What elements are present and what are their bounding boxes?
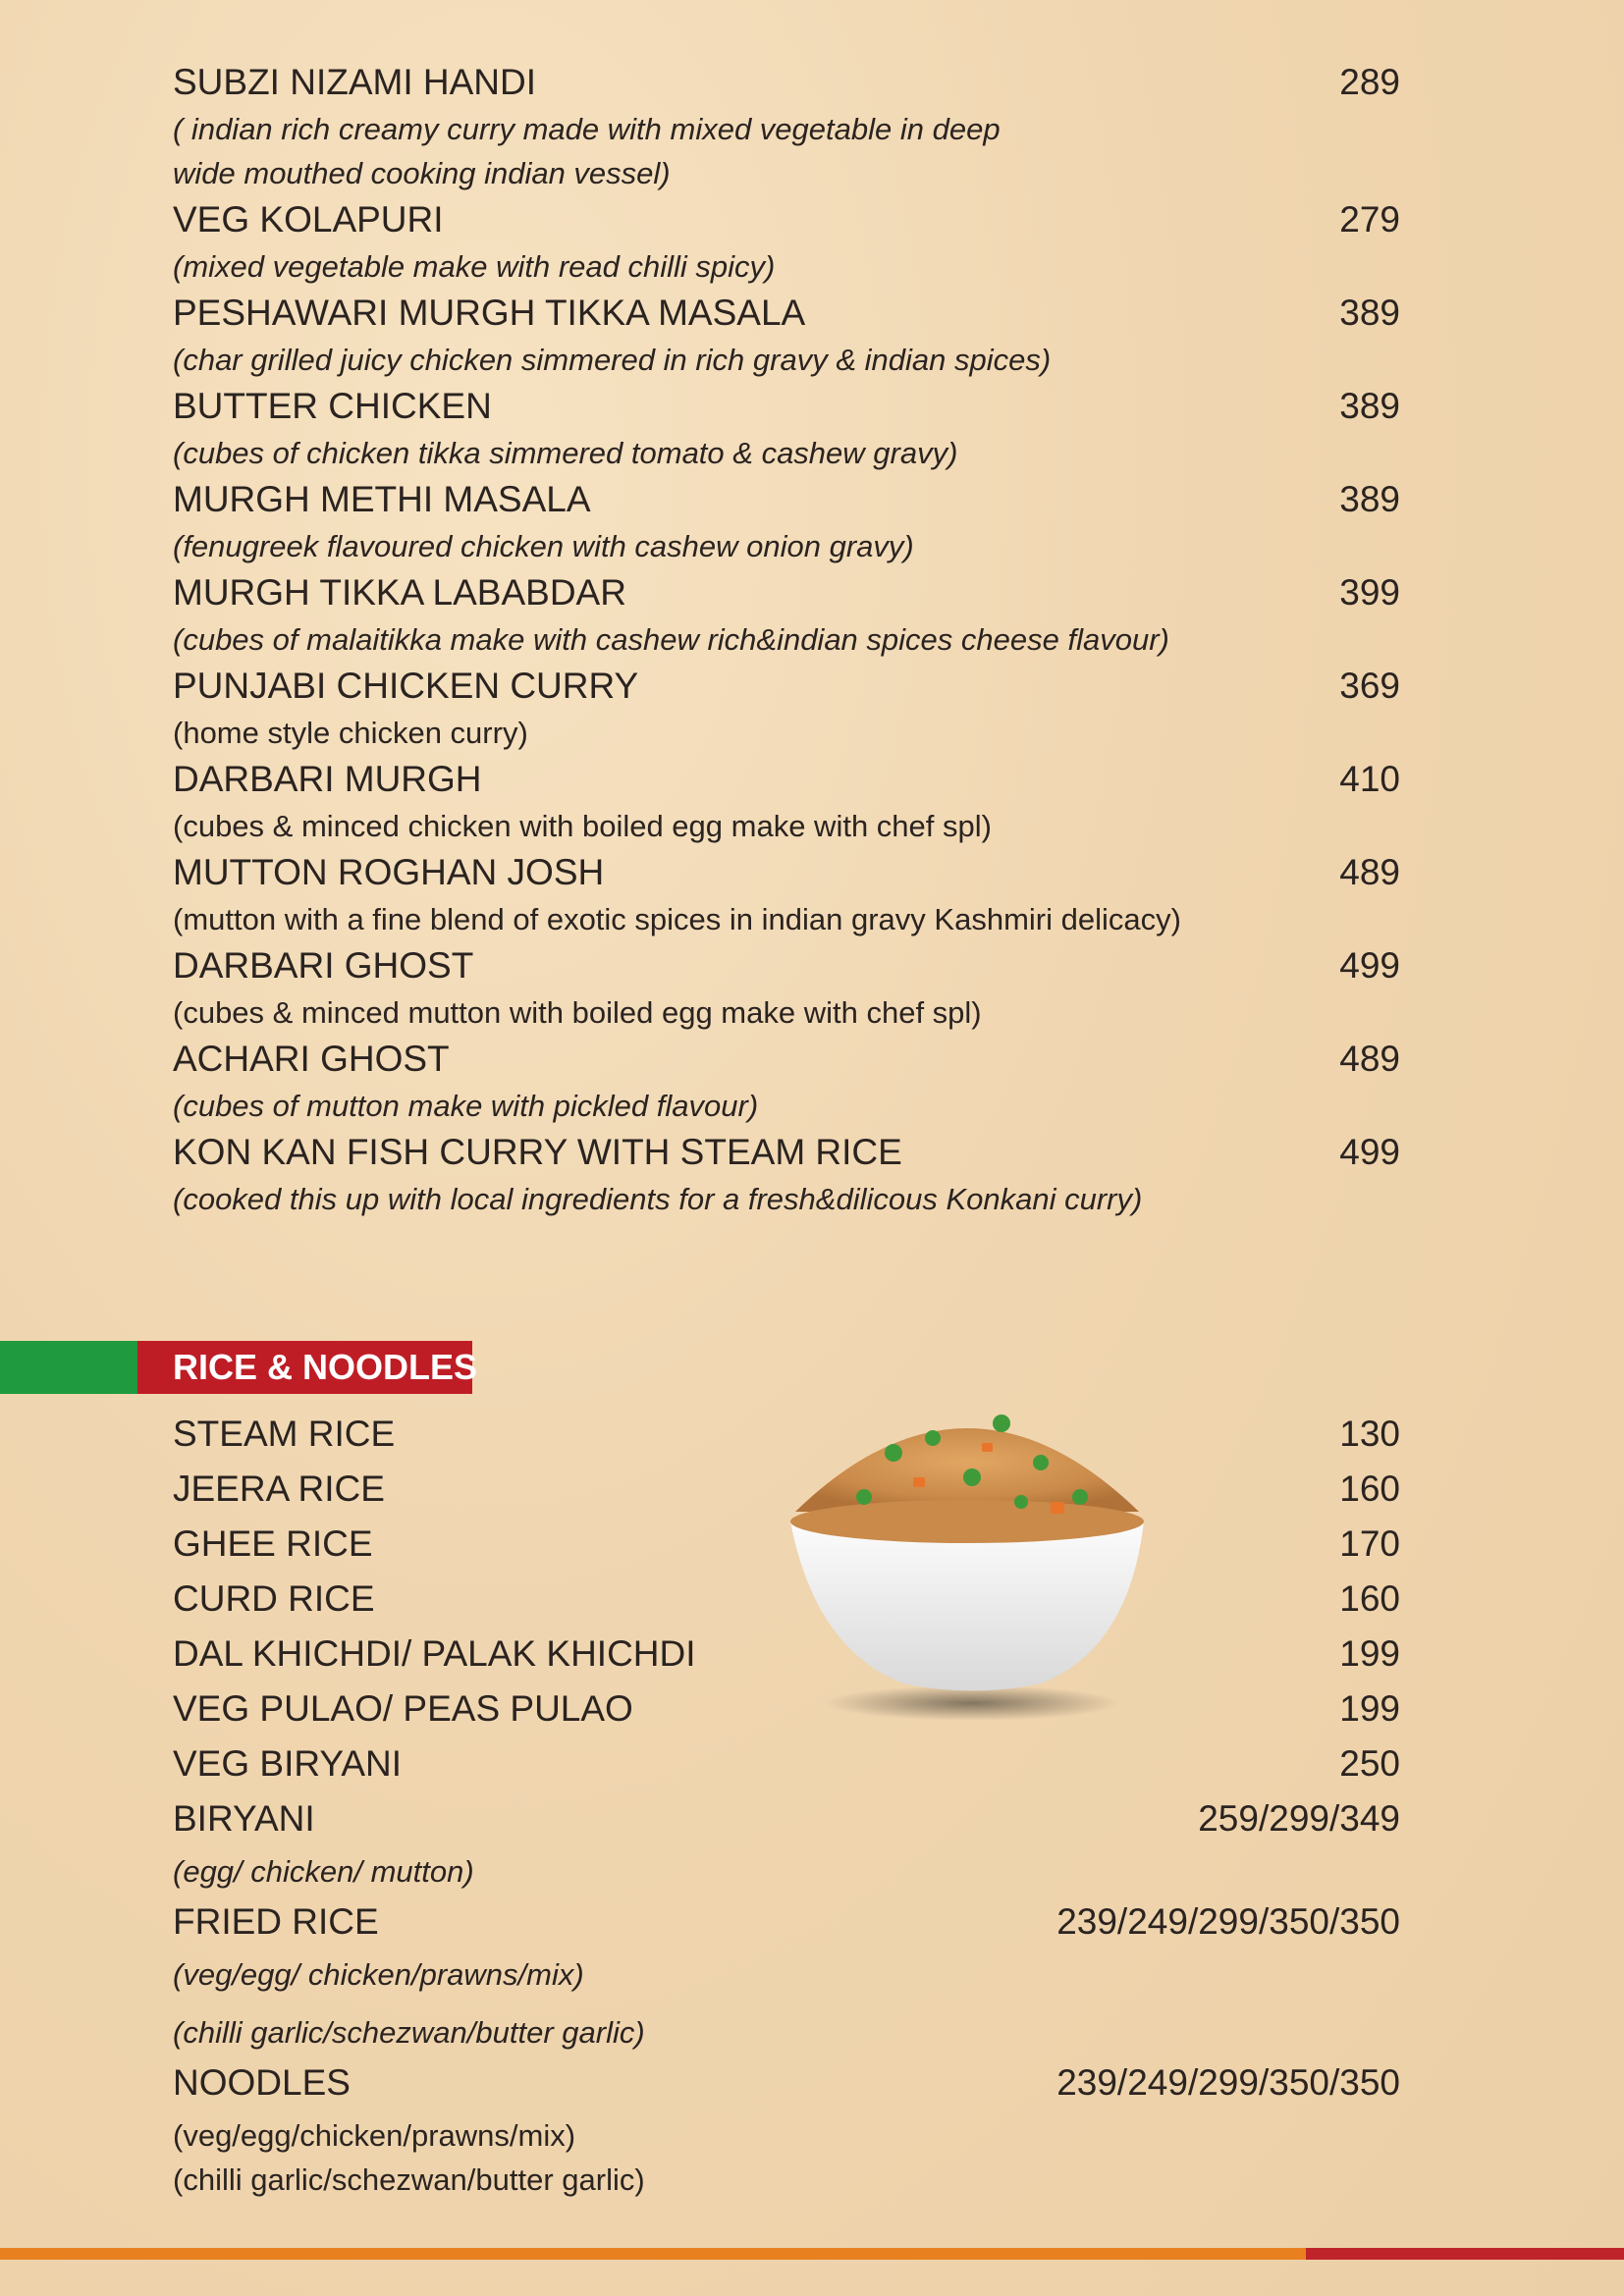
menu-item	[173, 662, 1400, 711]
item-price: 369	[1339, 666, 1400, 706]
item-price: 160	[1339, 1468, 1400, 1509]
item-description: wide mouthed cooking indian vessel)	[173, 156, 671, 190]
menu-item	[173, 289, 1400, 338]
menu-item	[173, 1035, 1400, 1084]
item-name: SUBZI NIZAMI HANDI	[173, 62, 537, 102]
item-name: JEERA RICE	[173, 1468, 385, 1509]
item-name: PUNJABI CHICKEN CURRY	[173, 666, 639, 706]
item-name: VEG KOLAPURI	[173, 199, 444, 240]
menu-item	[173, 58, 1400, 107]
item-price: 499	[1339, 945, 1400, 986]
item-name: STEAM RICE	[173, 1414, 396, 1454]
item-name: GHEE RICE	[173, 1523, 373, 1564]
item-description: (cubes & minced mutton with boiled egg make with chef spl)	[173, 995, 982, 1030]
item-name: MURGH TIKKA LABABDAR	[173, 572, 626, 613]
menu-item	[173, 941, 1400, 990]
menu-item	[173, 382, 1400, 431]
item-description: (chilli garlic/schezwan/butter garlic)	[173, 2015, 645, 2050]
item-name: DARBARI GHOST	[173, 945, 474, 986]
item-description: (cubes of mutton make with pickled flavour)	[173, 1089, 759, 1123]
menu-item	[173, 1794, 1400, 1849]
item-name: DAL KHICHDI/ PALAK KHICHDI	[173, 1633, 696, 1674]
item-description: (mixed vegetable make with read chilli spicy)	[173, 249, 776, 284]
menu-item	[173, 1575, 1400, 1629]
item-price: 259/299/349	[1198, 1798, 1400, 1839]
curry-list	[173, 58, 1400, 1221]
item-description: (veg/egg/chicken/prawns/mix)	[173, 2118, 576, 2153]
item-description: (home style chicken curry)	[173, 716, 528, 750]
item-name: MUTTON ROGHAN JOSH	[173, 852, 605, 892]
item-price: 410	[1339, 759, 1400, 799]
menu-item	[173, 1684, 1400, 1739]
section-accent-green	[0, 1341, 137, 1394]
item-name: MURGH METHI MASALA	[173, 479, 591, 519]
menu-item	[173, 848, 1400, 897]
item-name: DARBARI MURGH	[173, 759, 482, 799]
item-price: 389	[1339, 479, 1400, 519]
item-description: (chilli garlic/schezwan/butter garlic)	[173, 2163, 645, 2197]
item-description: (fenugreek flavoured chicken with cashew onion gravy)	[173, 529, 914, 563]
item-name: BIRYANI	[173, 1798, 315, 1839]
item-price: 199	[1339, 1633, 1400, 1674]
item-name: ACHARI GHOST	[173, 1039, 450, 1079]
menu-item	[173, 2058, 1400, 2113]
item-name: FRIED RICE	[173, 1901, 379, 1942]
menu-item	[173, 568, 1400, 617]
item-name: CURD RICE	[173, 1578, 375, 1619]
menu-item	[173, 1897, 1400, 1952]
item-description: (cubes of malaitikka make with cashew rich&indian spices cheese flavour)	[173, 622, 1169, 657]
item-price: 489	[1339, 1039, 1400, 1079]
item-price: 170	[1339, 1523, 1400, 1564]
footer-stripe-red	[1306, 2248, 1624, 2260]
menu-item	[173, 1629, 1400, 1684]
item-price: 389	[1339, 386, 1400, 426]
item-description: (mutton with a fine blend of exotic spices in indian gravy Kashmiri delicacy)	[173, 902, 1181, 936]
menu-item	[173, 1520, 1400, 1575]
footer-stripe-orange	[0, 2248, 1306, 2260]
item-price: 160	[1339, 1578, 1400, 1619]
item-name: PESHAWARI MURGH TIKKA MASALA	[173, 293, 806, 333]
item-name: VEG BIRYANI	[173, 1743, 403, 1784]
item-name: KON KAN FISH CURRY WITH STEAM RICE	[173, 1132, 902, 1172]
section-title: RICE & NOODLES	[173, 1347, 478, 1387]
menu-item	[173, 475, 1400, 524]
item-description: (veg/egg/ chicken/prawns/mix)	[173, 1957, 584, 1992]
rice-list	[173, 1410, 1400, 2202]
item-price: 239/249/299/350/350	[1056, 2062, 1400, 2103]
item-price: 499	[1339, 1132, 1400, 1172]
item-description: ( indian rich creamy curry made with mixed vegetable in deep	[173, 112, 1001, 146]
item-description: (cubes & minced chicken with boiled egg make with chef spl)	[173, 809, 992, 843]
item-description: (egg/ chicken/ mutton)	[173, 1854, 474, 1889]
item-price: 199	[1339, 1688, 1400, 1729]
menu-item	[173, 195, 1400, 244]
menu-item	[173, 1410, 1400, 1465]
item-name: NOODLES	[173, 2062, 351, 2103]
item-description: (cooked this up with local ingredients for a fresh&dilicous Konkani curry)	[173, 1182, 1143, 1216]
item-price: 289	[1339, 62, 1400, 102]
item-name: BUTTER CHICKEN	[173, 386, 492, 426]
item-price: 389	[1339, 293, 1400, 333]
item-price: 279	[1339, 199, 1400, 240]
item-price: 250	[1339, 1743, 1400, 1784]
item-price: 239/249/299/350/350	[1056, 1901, 1400, 1942]
item-price: 489	[1339, 852, 1400, 892]
menu-item	[173, 1739, 1400, 1794]
menu-item	[173, 755, 1400, 804]
item-description: (cubes of chicken tikka simmered tomato & cashew gravy)	[173, 436, 958, 470]
item-price: 130	[1339, 1414, 1400, 1454]
menu-item	[173, 1128, 1400, 1177]
item-description: (char grilled juicy chicken simmered in rich gravy & indian spices)	[173, 343, 1052, 377]
menu-item	[173, 1465, 1400, 1520]
item-name: VEG PULAO/ PEAS PULAO	[173, 1688, 633, 1729]
item-price: 399	[1339, 572, 1400, 613]
